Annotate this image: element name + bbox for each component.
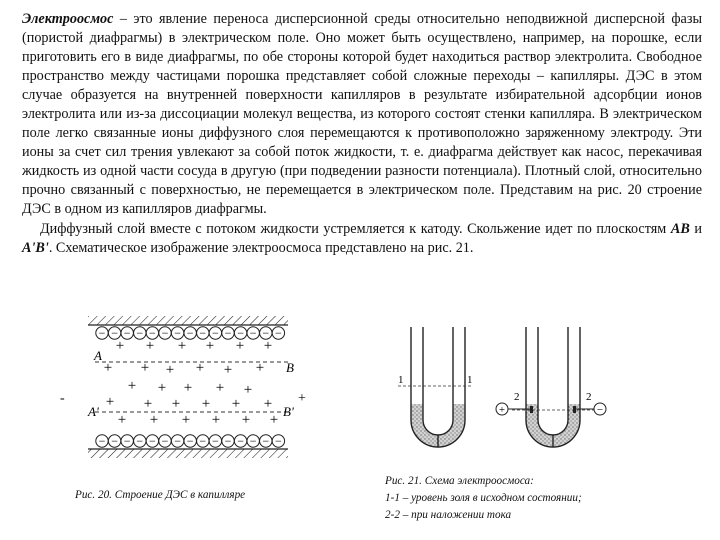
anion-top-14-sign: − bbox=[262, 326, 270, 340]
dense-layer-anions-bottom bbox=[96, 434, 285, 448]
cation-15: + bbox=[183, 380, 193, 396]
cathode-sign: − bbox=[596, 404, 604, 416]
anion-top-7-sign: − bbox=[174, 326, 181, 340]
top-wall-hatch bbox=[88, 316, 288, 325]
diffuse-layer-cations bbox=[104, 338, 278, 428]
anion-top-1-sign: − bbox=[98, 326, 106, 340]
body-text bbox=[22, 10, 702, 258]
figure-21-u-tube-diagram bbox=[368, 322, 668, 462]
anion-bottom-9-sign: − bbox=[199, 434, 207, 448]
cation-14: + bbox=[157, 380, 167, 396]
plane-ab: АВ bbox=[670, 220, 690, 237]
anion-top-6-sign: − bbox=[161, 326, 169, 340]
cation-12: + bbox=[255, 360, 265, 376]
anion-top-10-sign: − bbox=[212, 326, 219, 340]
level-2-right-label: 2 bbox=[586, 391, 592, 403]
anion-bottom-1-sign: − bbox=[98, 434, 106, 448]
electrode-sign-left: - bbox=[60, 391, 65, 406]
label-a: A bbox=[94, 348, 102, 363]
paragraph-2-text-a: Диффузный слой вместе с потоком жидкости устремляется к катоду. Скольжение идет по плоскостям bbox=[40, 220, 671, 237]
anion-bottom-2-sign: − bbox=[111, 434, 118, 448]
cation-19: + bbox=[143, 396, 153, 412]
cation-1: + bbox=[115, 338, 125, 354]
paragraph-2-text-b: и bbox=[689, 220, 702, 237]
figure-20-capillary-diagram bbox=[50, 312, 310, 462]
level-2-left-label: 2 bbox=[514, 391, 520, 403]
anion-bottom-12-sign: − bbox=[237, 434, 244, 448]
cation-28: + bbox=[241, 412, 251, 428]
cation-26: + bbox=[181, 412, 191, 428]
anion-bottom-5-sign: − bbox=[149, 434, 156, 448]
paragraph-diffuse-layer bbox=[22, 220, 702, 258]
anion-bottom-4-sign: − bbox=[136, 434, 144, 448]
figure-21-caption-line-1: 1-1 – уровень золя в исходном состоянии; bbox=[385, 492, 582, 504]
anion-top-9-sign: − bbox=[199, 326, 207, 340]
anion-bottom-7-sign: − bbox=[174, 434, 181, 448]
anion-top-4-sign: − bbox=[136, 326, 144, 340]
cation-9: + bbox=[165, 362, 175, 378]
anion-top-8-sign: − bbox=[186, 326, 194, 340]
cation-3: + bbox=[177, 338, 187, 354]
anion-bottom-10-sign: − bbox=[212, 434, 219, 448]
term-electroosmosis: Электроосмос bbox=[22, 11, 114, 27]
cation-21: + bbox=[201, 396, 211, 412]
cation-7: + bbox=[103, 360, 113, 376]
cation-23: + bbox=[263, 396, 273, 412]
cation-22: + bbox=[231, 396, 241, 412]
cation-16: + bbox=[215, 380, 225, 396]
figure-20-caption: Рис. 20. Строение ДЭС в капилляре bbox=[75, 489, 246, 501]
anion-top-13-sign: − bbox=[249, 326, 257, 340]
electrode-cathode bbox=[573, 406, 576, 413]
cation-4: + bbox=[205, 338, 215, 354]
label-a-prime: A' bbox=[88, 404, 99, 419]
cation-20: + bbox=[171, 396, 181, 412]
anion-bottom-14-sign: − bbox=[262, 434, 270, 448]
cation-18: + bbox=[105, 394, 115, 410]
anion-top-3-sign: − bbox=[123, 326, 131, 340]
anion-top-2-sign: − bbox=[111, 326, 118, 340]
anode-sign: + bbox=[498, 404, 506, 416]
anion-top-11-sign: − bbox=[224, 326, 232, 340]
electrode-anode bbox=[530, 406, 533, 413]
cation-8: + bbox=[140, 360, 150, 376]
cation-2: + bbox=[145, 338, 155, 354]
figure-21-caption-title: Рис. 21. Схема электроосмоса: bbox=[385, 475, 534, 487]
paragraph-1-text: – это явление переноса дисперсионной среды относительно неподвижной дисперсной фазы (пористой диафрагмы) в электрическом поле. Оно может быть осуществлено, например, на порошке, если приготовить его в виде диафрагмы, по обе стороны которой будет находиться раствор электролита. Свободное пространство между частицами порошка представляет собой сложные переходы – капилляры. ДЭС в этом случае образуется на внутренней поверхности капилляров в результате избирательной адсорбции ионов электролита или из-за диссоциации молекул вещества, из которого состоят стенки капилляра. В электрическом поле легко связанные ионы диффузного слоя перемещаются к противоположно заряженному электроду. Эти ионы за счет сил трения увлекают за собой поток жидкости, т. е. диафрагма действует как насос, перекачивая жидкость из одной части сосуда в другую (при подведении разности потенциала). Плотный слой, относительно прочно связанный с поверхностью, не перемещается в электрическом поле. Представим на рис. 20 строение ДЭС в одном из капилляров диафрагмы. bbox=[22, 11, 702, 218]
cation-10: + bbox=[195, 360, 205, 376]
electrode-sign-right: + bbox=[298, 391, 306, 406]
level-1-left-label: 1 bbox=[398, 374, 404, 386]
cation-11: + bbox=[223, 362, 233, 378]
anion-bottom-3-sign: − bbox=[123, 434, 131, 448]
label-b-prime: B' bbox=[283, 404, 294, 419]
anion-bottom-15-sign: − bbox=[275, 434, 282, 448]
u-tube-with-current bbox=[496, 327, 606, 447]
cation-6: + bbox=[263, 338, 273, 354]
cation-27: + bbox=[211, 412, 221, 428]
cation-13: + bbox=[127, 378, 137, 394]
anion-bottom-11-sign: − bbox=[224, 434, 232, 448]
cation-5: + bbox=[235, 338, 245, 354]
plane-a-prime-b-prime: А'В' bbox=[22, 239, 49, 256]
anion-top-12-sign: − bbox=[237, 326, 244, 340]
u-tube-initial bbox=[398, 327, 473, 447]
figure-21-caption-line-2: 2-2 – при наложении тока bbox=[385, 509, 512, 521]
cation-24: + bbox=[117, 412, 127, 428]
anion-top-15-sign: − bbox=[275, 326, 282, 340]
bottom-wall-hatch bbox=[88, 449, 288, 458]
label-b: B bbox=[286, 360, 294, 375]
level-1-right-label: 1 bbox=[467, 374, 473, 386]
anion-top-5-sign: − bbox=[149, 326, 156, 340]
figure-21-caption bbox=[385, 473, 582, 524]
anion-bottom-8-sign: − bbox=[186, 434, 194, 448]
anion-bottom-6-sign: − bbox=[161, 434, 169, 448]
cation-17: + bbox=[243, 382, 253, 398]
cation-29: + bbox=[269, 412, 279, 428]
anion-bottom-13-sign: − bbox=[249, 434, 257, 448]
paragraph-electroosmosis-definition bbox=[22, 10, 702, 220]
cation-25: + bbox=[149, 412, 159, 428]
paragraph-2-text-c: . Схематическое изображение электроосмоса представлено на рис. 21. bbox=[48, 239, 474, 256]
